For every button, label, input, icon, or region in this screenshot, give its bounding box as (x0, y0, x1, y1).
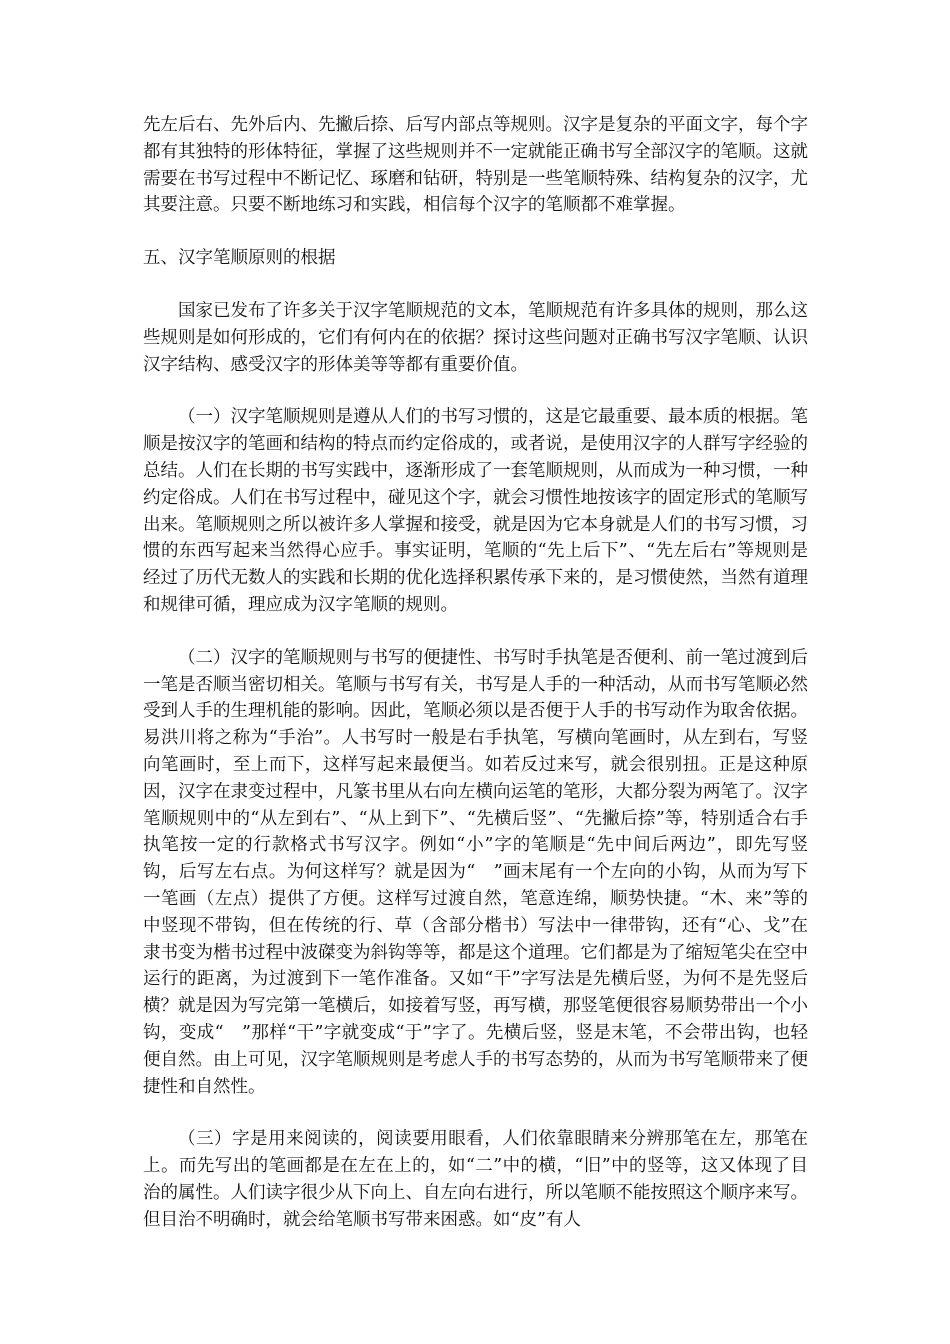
paragraph-point-3: （三）字是用来阅读的，阅读要用眼看，人们依靠眼睛来分辨那笔在左，那笔在上。而先写出的笔画都是在左在上的，如“二”中的横，“旧”中的竖等，这又体现了目治的属性。人们读字很少从下向上、自左向右进行，所以笔顺不能按照这个顺序来写。但目治不明确时，就会给笔顺书写带来困惑。如“皮”有人 (143, 1129, 808, 1230)
section-heading: 五、汉字笔顺原则的根据 (143, 248, 336, 269)
paragraph-point-1: （一）汉字笔顺规则是遵从人们的书写习惯的，这是它最重要、最本质的根据。笔顺是按汉字的笔画和结构的特点而约定俗成的，或者说，是使用汉字的人群写字经验的总结。人们在长期的书写实践中，逐渐形成了一套笔顺规则，从而成为一种习惯，一种约定俗成。人们在书写过程中，碰见这个字，就会习惯性地按该字的固定形式的笔顺写出来。笔顺规则之所以被许多人掌握和接受，就是因为它本身就是人们的书写习惯，习惯的东西写起来当然得心应手。事实证明，笔顺的“先上后下”、“先左后右”等规则是经过了历代无数人的实践和长期的优化选择积累传承下来的，是习惯使然，当然有道理和规律可循，理应成为汉字笔顺的规则。 (143, 407, 808, 615)
paragraph-intro: 国家已发布了许多关于汉字笔顺规范的文本，笔顺规范有许多具体的规则，那么这些规则是如何形成的，它们有何内在的依据？探讨这些问题对正确书写汉字笔顺、认识汉字结构、感受汉字的形体美等等都有重要价值。 (143, 300, 808, 375)
paragraph-continuation: 先左后右、先外后内、先撇后捺、后写内部点等规则。汉字是复杂的平面文字，每个字都有其独特的形体特征，掌握了这些规则并不一定就能正确书写全部汉字的笔顺。这就需要在书写过程中不断记忆、琢磨和钻研，特别是一些笔顺特殊、结构复杂的汉字，尤其要注意。只要不断地练习和实践，相信每个汉字的笔顺都不难掌握。 (143, 115, 808, 216)
paragraph-point-2: （二）汉字的笔顺规则与书写的便捷性、书写时手执笔是否便利、前一笔过渡到后一笔是否顺当密切相关。笔顺与书写有关，书写是人手的一种活动，从而书写笔顺必然受到人手的生理机能的影响。因此，笔顺必须以是否便于人手的书写动作为取舍依据。易洪川将之称为“手治”。人书写时一般是右手执笔，写横向笔画时，从左到右，写竖向笔画时，至上而下，这样写起来最便当。如若反过来写，就会很别扭。正是这种原因，汉字在隶变过程中，凡篆书里从右向左横向运笔的笔形，大都分裂为两笔了。汉字笔顺规则中的“从左到右”、“从上到下”、“先横后竖”、“先撇后捺”等，特别适合右手执笔按一定的行款格式书写汉字。例如“小”字的笔顺是“先中间后两边”，即先写竖钩，后写左右点。为何这样写？就是因为“ ”画末尾有一个左向的小钩，从而为写下一笔画（左点）提供了方便。这样写过渡自然，笔意连绵，顺势快捷。“木、来”等的中竖现不带钩，但在传统的行、草（含部分楷书）写法中一律带钩，还有“心、戈”在隶书变为楷书过程中波磔变为斜钩等等，都是这个道理。它们都是为了缩短笔尖在空中运行的距离，为过渡到下一笔作准备。又如“干”字写法是先横后竖，为何不是先竖后横？就是因为写完第一笔横后，如接着写竖，再写横，那竖笔便很容易顺势带出一个小钩，变成“ ”那样“干”字就变成“于”字了。先横后竖，竖是末笔，不会带出钩，也轻便自然。由上可见，汉字笔顺规则是考虑人手的书写态势的，从而为书写笔顺带来了便捷性和自然性。 (143, 647, 808, 1097)
document-page (143, 112, 808, 1259)
